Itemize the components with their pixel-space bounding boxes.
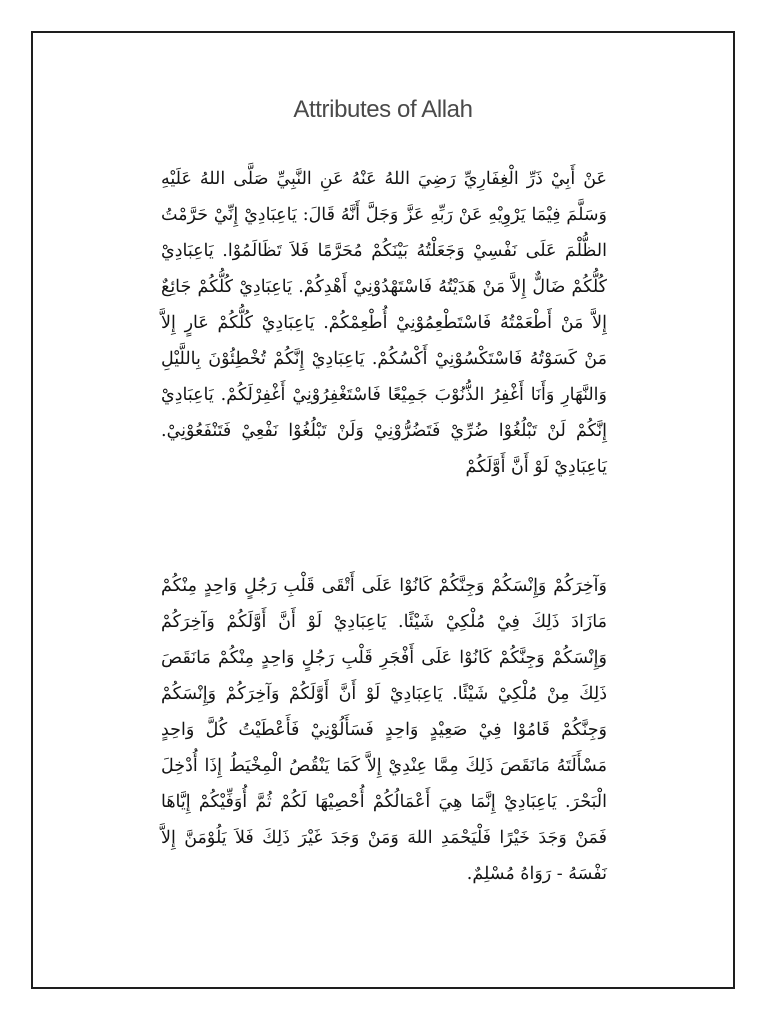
document-page: [31, 31, 735, 989]
hadith-paragraph-2: وَآخِرَكُمْ وَإِنْسَكُمْ وَجِنَّكُمْ كَانُوْا عَلَى أَتْقَى قَلْبِ رَجُلٍ وَاحِدٍ مِنْكُمْ مَازَادَ ذَلِكَ فِيْ مُلْكِيْ شَيْئًا. يَاعِبَادِيْ لَوْ أَنَّ أَوَّلَكُمْ وَآخِرَكُمْ وَإِنْسَكُمْ وَجِنَّكُمْ كَانُوْا عَلَى أَفْجَرِ قَلْبِ رَجُلٍ وَاحِدٍ مِنْكُمْ مَانَقَصَ ذَلِكَ مِنْ مُلْكِيْ شَيْئًا. يَاعِبَادِيْ لَوْ أَنَّ أَوَّلَكُمْ وَآخِرَكُمْ وَإِنْسَكُمْ وَجِنَّكُمْ قَامُوْا فِيْ صَعِيْدٍ وَاحِدٍ فَسَأَلُوْنِيْ فَأَعْطَيْتُ كُلَّ وَاحِدٍ مَسْأَلَتَهُ مَانَقَصَ ذَلِكَ مِمَّا عِنْدِيْ إِلاَّ كَمَا يَنْقُصُ الْمِخْيَطُ إِذَا أُدْخِلَ الْبَحْرَ. يَاعِبَادِيْ إِنَّمَا هِيَ أَعْمَالُكُمْ أُحْصِيْهَا لَكُمْ ثُمَّ أُوَفِّيْكُمْ إِيَّاهَا فَمَنْ وَجَدَ خَيْرًا فَلْيَحْمَدِ اللهَ وَمَنْ وَجَدَ غَيْرَ ذَلِكَ فَلاَ يَلُوْمَنَّ إِلاَّ نَفْسَهُ - رَوَاهُ مُسْلِمٌ.: [161, 576, 607, 884]
hadith-paragraph-1: عَنْ أَبِيْ ذَرِّ الْغِفَارِيِّ رَضِيَ اللهُ عَنْهُ عَنِ النَّبِيِّ صَلَّى اللهُ عَلَيْهِ وَسَلَّمَ فِيْمَا يَرْوِيْهِ عَنْ رَبِّهِ عَزَّ وَجَلَّ أَنَّهُ قَالَ: يَاعِبَادِيْ إِنِّيْ حَرَّمْتُ الظُّلْمَ عَلَى نَفْسِيْ وَجَعَلْتُهُ بَيْنَكُمْ مُحَرَّمًا فَلاَ تَظَالَمُوْا. يَاعِبَادِيْ كُلُّكُمْ ضَالٌّ إِلاَّ مَنْ هَدَيْتُهُ فَاسْتَهْدُوْنِيْ أَهْدِكُمْ. يَاعِبَادِيْ كُلُّكُمْ جَائِعٌ إِلاَّ مَنْ أَطْعَمْتُهُ فَاسْتَطْعِمُوْنِيْ أُطْعِمْكُمْ. يَاعِبَادِيْ كُلُّكُمْ عَارٍ إِلاَّ مَنْ كَسَوْتُهُ فَاسْتَكْسُوْنِيْ أَكْسُكُمْ. يَاعِبَادِيْ إِنَّكُمْ تُخْطِئُوْنَ بِاللَّيْلِ وَالنَّهَارِ وَأَنَا أَغْفِرُ الذُّنُوْبَ جَمِيْعًا فَاسْتَغْفِرُوْنِيْ أَغْفِرْلَكُمْ. يَاعِبَادِيْ إِنَّكُمْ لَنْ تَبْلُغُوْا ضُرِّيْ فَتَضُرُّوْنِيْ وَلَنْ تَبْلُغُوْا نَفْعِيْ فَتَنْفَعُوْنِيْ. يَاعِبَادِيْ لَوْ أَنَّ أَوَّلَكُمْ: [161, 169, 607, 477]
page-title: Attributes of Allah: [293, 96, 473, 123]
